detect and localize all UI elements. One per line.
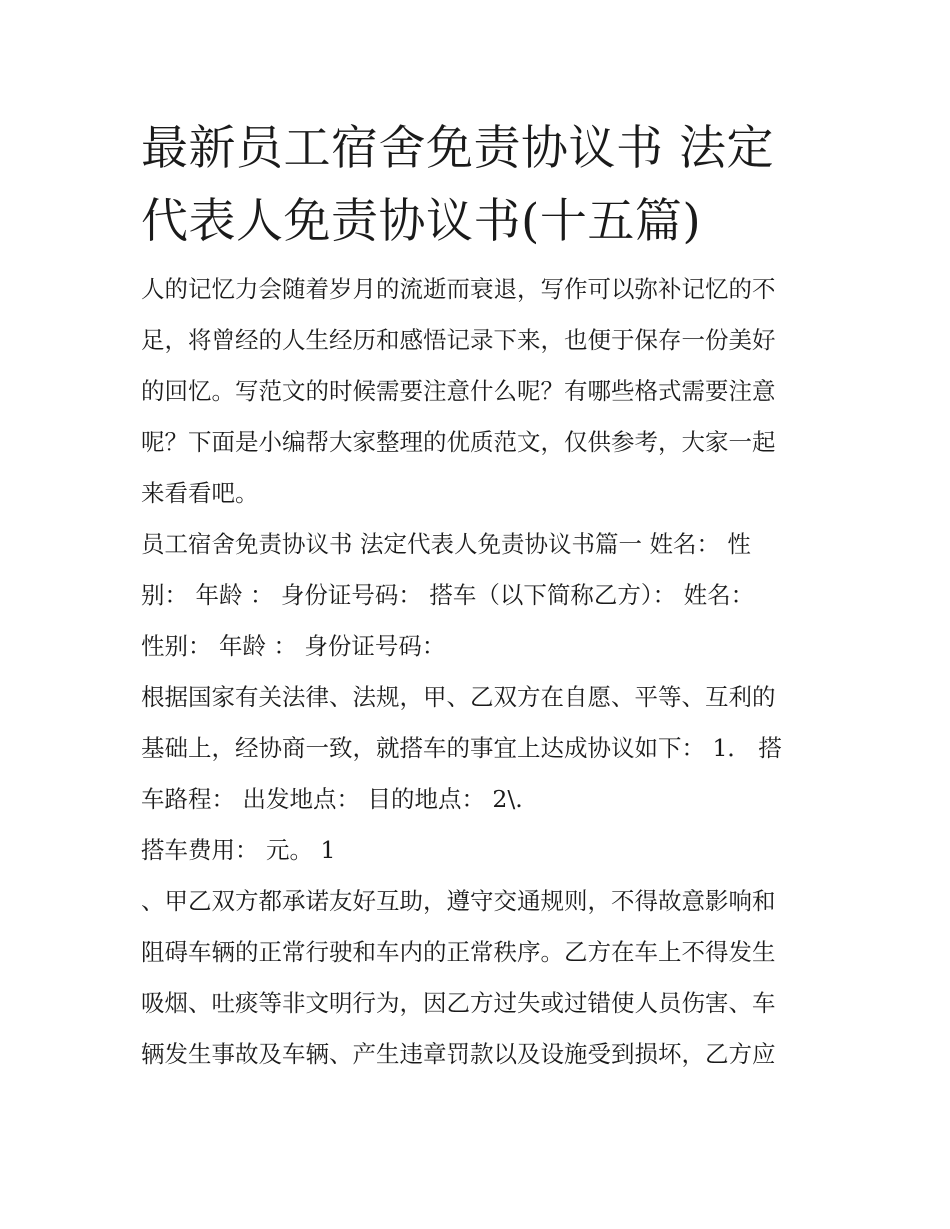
text-line: 别： 年龄 ： 身份证号码： 搭车（以下简称乙方）： 姓名： [141, 581, 755, 609]
text-line: 基础上，经协商一致，就搭车的事宜上达成协议如下： 1． 搭 [141, 734, 782, 762]
text-line: 员工宿舍免责协议书 法定代表人免责协议书篇一 姓名： 性 [141, 530, 751, 558]
intro-paragraph [141, 264, 813, 519]
agreement-paragraph [141, 672, 813, 825]
title-line: 最新员工宿舍免责协议书 法定 [141, 121, 774, 176]
text-line: 根据国家有关法律、法规，甲、乙双方在自愿、平等、互利的 [141, 683, 776, 711]
text-line: 辆发生事故及车辆、产生违章罚款以及设施受到损坏，乙方应 [141, 1040, 776, 1068]
text-line: 阻碍车辆的正常行驶和车内的正常秩序。乙方在车上不得发生 [141, 938, 776, 966]
text-line: 人的记忆力会随着岁月的流逝而衰退，写作可以弥补记忆的不 [141, 275, 776, 303]
fee-paragraph [141, 825, 813, 876]
document-body [141, 264, 813, 1080]
document-page [141, 112, 813, 1080]
text-line: 来看看吧。 [141, 479, 259, 507]
text-line: 足，将曾经的人生经历和感悟记录下来，也便于保存一份美好 [141, 326, 776, 354]
parties-paragraph [141, 519, 813, 672]
obligations-paragraph [141, 876, 813, 1080]
text-line: 性别： 年龄 ： 身份证号码： [141, 632, 446, 660]
text-line: 吸烟、吐痰等非文明行为，因乙方过失或过错使人员伤害、车 [141, 989, 776, 1017]
text-line: 呢？下面是小编帮大家整理的优质范文，仅供参考，大家一起 [141, 428, 776, 456]
text-line: 搭车费用： 元。 1 [141, 836, 336, 864]
document-title [141, 112, 813, 258]
text-line: 、甲乙双方都承诺友好互助，遵守交通规则，不得故意影响和 [141, 887, 776, 915]
title-line: 代表人免责协议书(十五篇) [141, 194, 702, 249]
text-line: 的回忆。写范文的时候需要注意什么呢？有哪些格式需要注意 [141, 377, 776, 405]
text-line: 车路程： 出发地点： 目的地点： 2\. [141, 785, 523, 813]
